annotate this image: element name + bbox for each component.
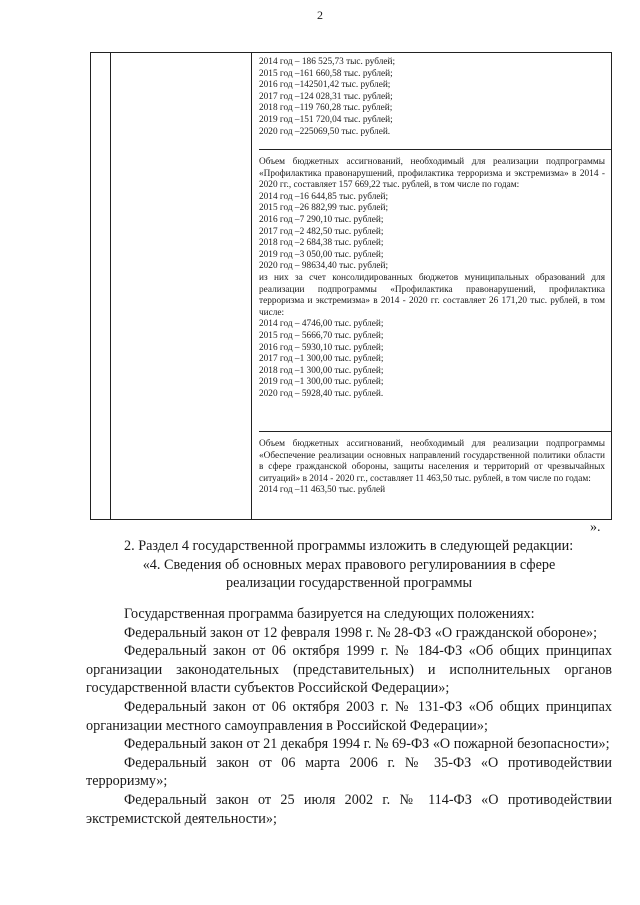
year-line: 2017 год –124 028,31 тыс. рублей; [259,91,393,102]
year-line: 2020 год – 5928,40 тыс. рублей. [259,388,384,399]
year-line: 2015 год –161 660,58 тыс. рублей; [259,68,393,79]
year-line: 2019 год –151 720,04 тыс. рублей; [259,114,393,125]
year-line: 2014 год – 4746,00 тыс. рублей; [259,319,384,330]
year-line: 2017 год –2 482,50 тыс. рублей; [259,226,384,237]
year-line: 2020 год – 98634,40 тыс. рублей; [259,261,389,272]
year-line: 2015 год –26 882,99 тыс. рублей; [259,203,389,214]
year-line: 2016 год –7 290,10 тыс. рублей; [259,214,384,225]
table-cell-civil-defense-subprogram [259,439,605,497]
year-line: 2017 год –1 300,00 тыс. рублей; [259,354,384,365]
section-change-block [86,537,612,593]
year-line: 2019 год –1 300,00 тыс. рублей; [259,377,384,388]
year-line: 2019 год –3 050,00 тыс. рублей; [259,249,384,260]
year-line: 2016 год –142501,42 тыс. рублей; [259,80,391,91]
consolidated-budget-text: из них за счет консолидированных бюджетов муниципальных образований для реализации подпрограммы «Профилактика правонарушений, профилактика терроризма и экстремизма» в 2014 - 2020 гг. составляет 26 171,20 тыс. рублей, в том числе: [259,272,605,318]
table-row-divider [259,431,611,432]
law-paragraph: Федеральный закон от 06 марта 2006 г. № 35-ФЗ «О противодействии терроризму»; [86,754,612,790]
year-line: 2018 год –119 760,28 тыс. рублей; [259,103,393,114]
closing-quote: ». [590,520,601,535]
subprogram-funding-text: Объем бюджетных ассигнований, необходимый для реализации подпрограммы «Профилактика правонарушений, профилактика терроризма и экстремизма» в 2014 - 2020 гг., составляет 157 669,22 тыс. рублей, в том числе по годам: [259,157,605,191]
law-paragraph: Федеральный закон от 06 октября 2003 г. № 131-ФЗ «Об общих принципах организации местного самоуправления в Российской Федерации»; [86,698,612,734]
subprogram-funding-text: Объем бюджетных ассигнований, необходимый для реализации подпрограммы «Обеспечение реализации основных направлений государственной политики области в сфере гражданской обороны, защиты населения и территорий от чрезвычайных ситуаций» в 2014 - 2020 гг., составляет 11 463,50 тыс. рублей, в том числе по годам: [259,439,605,484]
year-line: 2014 год –11 463,50 тыс. рублей [259,485,386,496]
law-paragraph: Федеральный закон от 21 декабря 1994 г. № 69-ФЗ «О пожарной безопасности»; [124,736,610,753]
year-line: 2014 год – 186 525,73 тыс. рублей; [259,57,396,67]
year-line: 2014 год –16 644,85 тыс. рублей; [259,191,389,202]
law-paragraph: Федеральный закон от 12 февраля 1998 г. № 28-ФЗ «О гражданской обороне»; [124,624,598,641]
year-line: 2020 год –225069,50 тыс. рублей. [259,126,391,137]
law-paragraph: Федеральный закон от 25 июля 2002 г. № 114-ФЗ «О противодействии экстремистской деятельности»; [86,791,612,827]
table-column-divider [110,53,111,519]
table-cell-prevention-subprogram [259,157,605,400]
funding-table [90,52,612,520]
table-cell-program-years [259,57,605,138]
intro-paragraph: Государственная программа базируется на следующих положениях: [124,606,535,622]
table-row-divider [259,149,611,150]
year-line: 2018 год –1 300,00 тыс. рублей; [259,365,384,376]
legal-basis-list [86,605,612,828]
table-column-divider [251,53,252,519]
year-line: 2015 год – 5666,70 тыс. рублей; [259,330,384,341]
year-line: 2018 год –2 684,38 тыс. рублей; [259,238,384,249]
section-heading: «4. Сведения об основных мерах правового регулированиия в сфере реализации государственной программы [142,556,556,592]
year-line: 2016 год – 5930,10 тыс. рублей; [259,342,384,353]
item-2-text: 2. Раздел 4 государственной программы изложить в следующей редакции: [124,538,574,554]
law-paragraph: Федеральный закон от 06 октября 1999 г. № 184-ФЗ «Об общих принципах организации законодательных (представительных) и исполнительных органов государственной власти субъектов Российской Федерации»; [86,643,612,697]
page-number: 2 [317,8,323,22]
